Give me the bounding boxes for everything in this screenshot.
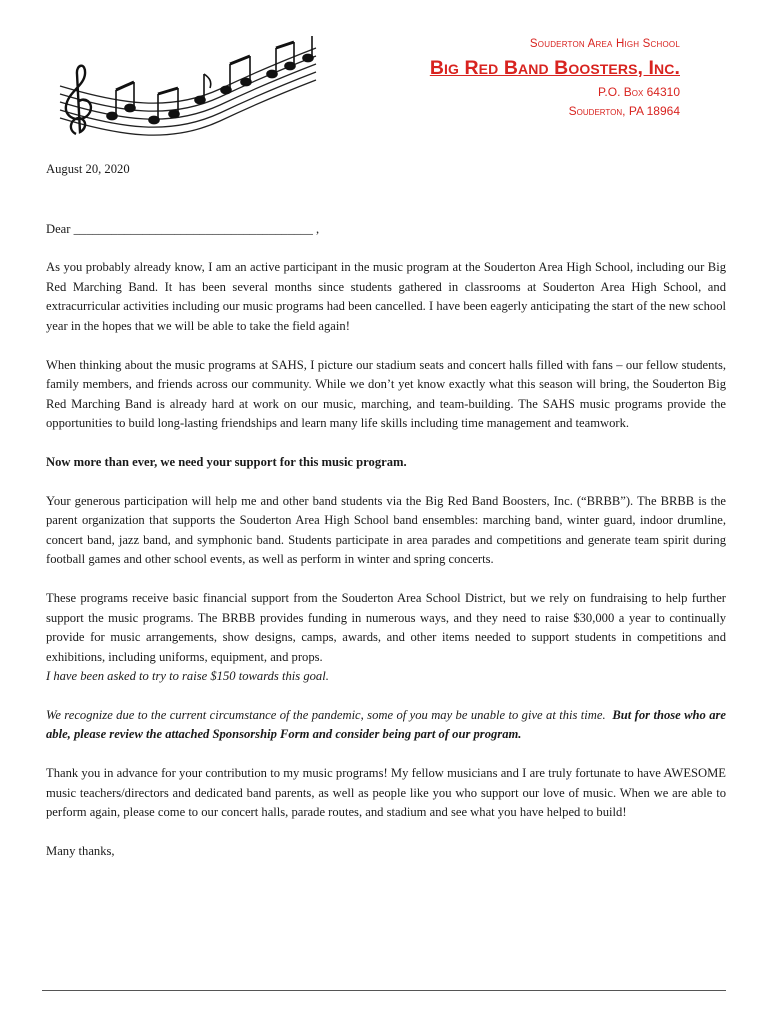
letterhead — [430, 38, 680, 121]
paragraph-7: Thank you in advance for your contribution to my music programs! My fellow musicians and I are truly fortunate to have AWESOME music teachers/directors and dedicated band parents, as well as people like you who support our love of music. When we are able to perform again, please come to our concert halls, parade routes, and stadium and see what you have helped to build! — [46, 766, 726, 820]
signature-line — [42, 990, 726, 991]
music-staff-notes-icon — [50, 34, 322, 146]
paragraph-2: When thinking about the music programs at SAHS, I picture our stadium seats and concert halls filled with fans – our fellow students, family members, and friends across our community. While we don’t yet know exactly what this season will bring, the Souderton Big Red Marching Band is already hard at work on our music, marching, and team-building. The SAHS music programs provide the opportunities to build long-lasting friendships and learn many life skills including time management and teamwork. — [46, 357, 726, 431]
pandemic-note: We recognize due to the current circumstance of the pandemic, some of you may be unable to give at this time. — [46, 707, 606, 722]
closing: Many thanks, — [46, 843, 115, 858]
paragraph-6 — [46, 706, 726, 745]
school-name: Souderton Area High School — [529, 38, 680, 50]
paragraph-4: Your generous participation will help me and other band students via the Big Red Band Boosters, Inc. (“BRBB”). The BRBB is the parent organization that supports the Souderton Area High School band ensembles: marching band, winter guard, indoor drumline, concert band, jazz band, and symphonic band. Students participate in area parades and competitions and generate team spirit during football games and other school events, as well as perform in winter and spring concerts. — [46, 493, 726, 567]
letter-date: August 20, 2020 — [46, 162, 130, 176]
paragraph-1: As you probably already know, I am an active participant in the music program at the Souderton Area High School, including our Big Red Marching Band. It has been several months since students gathered in classrooms at Souderton Area High School, and extracurricular activities including our music programs had been cancelled. I have been eagerly anticipating the start of the new school year in the hopes that we will be able to take the field again! — [46, 260, 726, 333]
letter-body — [46, 160, 726, 861]
address-line-1: P.O. Box 64310 — [597, 85, 680, 99]
paragraph-support-callout: Now more than ever, we need your support for this music program. — [46, 454, 407, 469]
address-line-2: Souderton, PA 18964 — [568, 104, 680, 118]
sponsorship-request: But for those who are able, please review the attached Sponsorship Form and consider being part of our program. — [46, 707, 726, 742]
organization-name: Big Red Band Boosters, Inc. — [429, 57, 680, 79]
salutation: Dear ______________________________________ , — [46, 221, 320, 236]
paragraph-5: These programs receive basic financial support from the Souderton Area School District, but we rely on fundraising to help further support the music programs. The BRBB provides funding in numerous ways, and they need to raise $30,000 a year to continually provide for music arrangements, show designs, camps, awards, and other items needed to support students in competitions and exhibitions, including uniforms, equipment, and props. — [46, 590, 726, 664]
fundraising-goal: I have been asked to try to raise $150 towards this goal. — [46, 669, 329, 684]
